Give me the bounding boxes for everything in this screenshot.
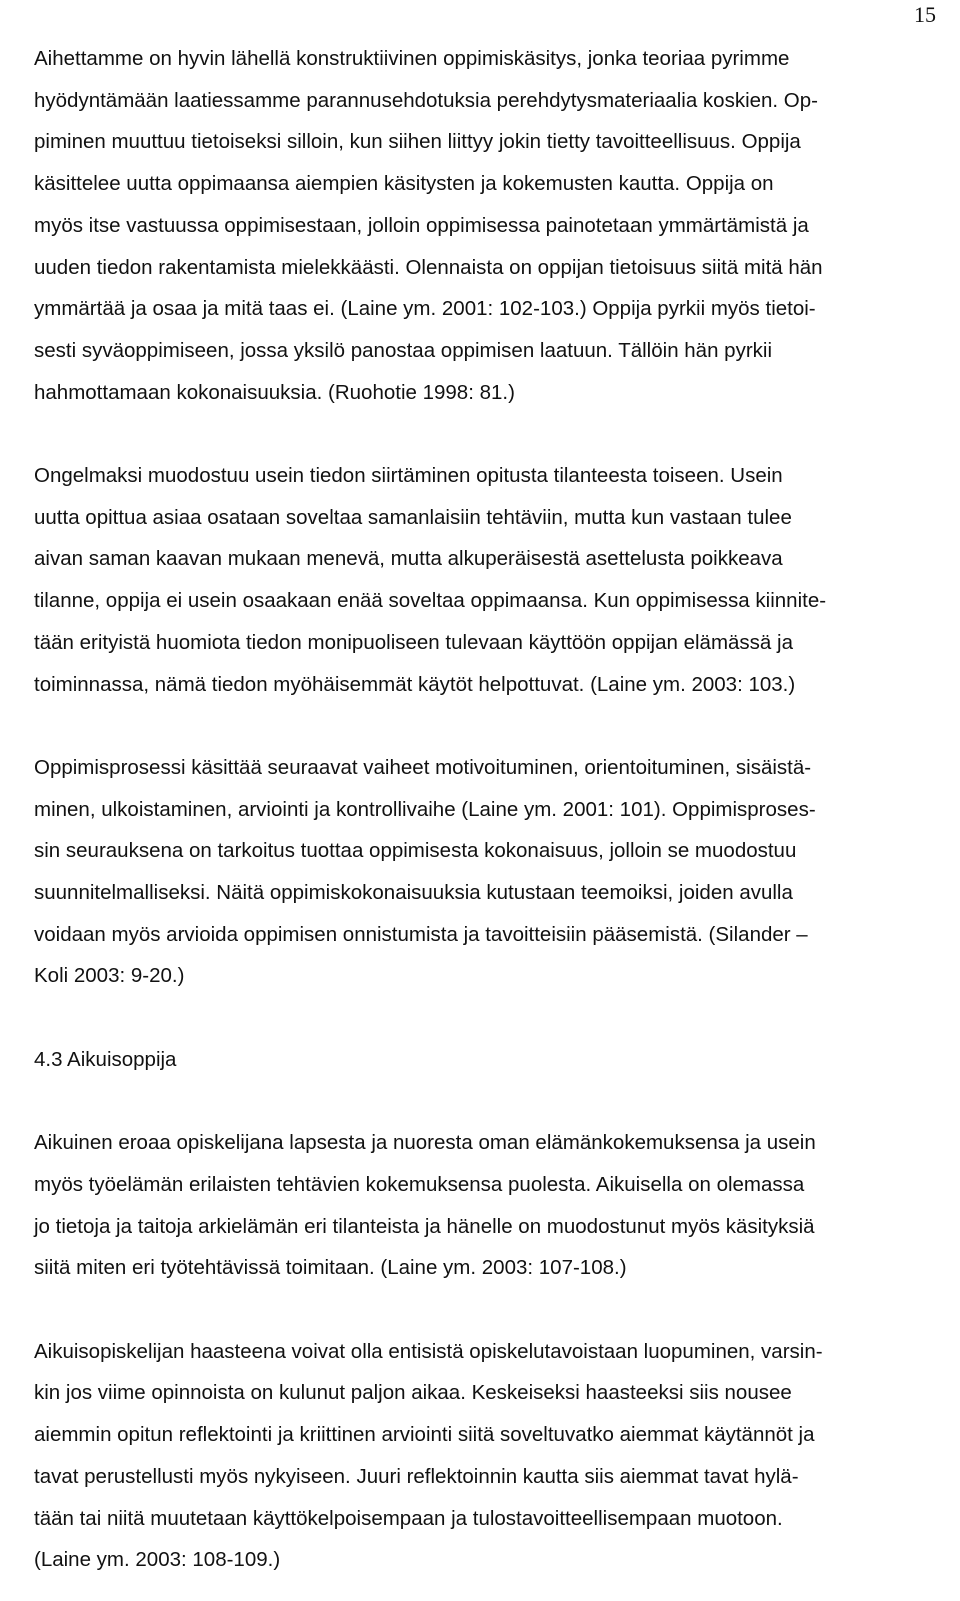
paragraph-gap	[34, 1289, 934, 1331]
paragraph	[34, 455, 934, 705]
text-line: myös itse vastuussa oppimisestaan, jolloin oppimisessa painotetaan ymmärtämistä ja	[34, 213, 809, 237]
text-line: käsittelee uutta oppimaansa aiempien käsitysten ja kokemusten kautta. Oppija on	[34, 172, 774, 196]
text-line: tilanne, oppija ei usein osaakaan enää soveltaa oppimaansa. Kun oppimisessa kiinnite-	[34, 589, 827, 613]
page-number: 15	[914, 2, 936, 27]
text-line: aiemmin opitun reflektointi ja kriittinen arviointi siitä soveltuvatko aiemmat käytännöt ja	[34, 1423, 815, 1447]
text-line: hahmottamaan kokonaisuuksia. (Ruohotie 1998: 81.)	[34, 380, 515, 404]
text-line: suunnitelmalliseksi. Näitä oppimiskokonaisuuksia kutustaan teemoiksi, joiden avulla	[34, 881, 793, 905]
text-line: ymmärtää ja osaa ja mitä taas ei. (Laine ym. 2001: 102-103.) Oppija pyrkii myös tietoi-	[34, 297, 816, 321]
text-line: minen, ulkoistaminen, arviointi ja kontrollivaihe (Laine ym. 2001: 101). Oppimisproses-	[34, 797, 816, 821]
text-line: kin jos viime opinnoista on kulunut paljon aikaa. Keskeiseksi haasteeksi siis nousee	[34, 1381, 792, 1405]
paragraph-gap	[34, 705, 934, 747]
text-line: Ongelmaksi muodostuu usein tiedon siirtäminen opitusta tilanteesta toiseen. Usein	[34, 464, 783, 488]
text-line: jo tietoja ja taitoja arkielämän eri tilanteista ja hänelle on muodostunut myös käsityksiä	[34, 1214, 815, 1238]
text-line: 4.3 Aikuisoppija	[34, 1047, 177, 1071]
text-line: tään erityistä huomiota tiedon monipuoliseen tulevaan käyttöön oppijan elämässä ja	[34, 630, 793, 654]
paragraph	[34, 747, 934, 997]
paragraph	[34, 38, 934, 413]
text-line: siitä miten eri työtehtävissä toimitaan. (Laine ym. 2003: 107-108.)	[34, 1256, 627, 1280]
paragraph-gap	[34, 997, 934, 1039]
text-line: Oppimisprosessi käsittää seuraavat vaiheet motivoituminen, orientoituminen, sisäistä-	[34, 755, 812, 779]
paragraph-gap	[34, 413, 934, 455]
text-line: Aikuinen eroaa opiskelijana lapsesta ja nuoresta oman elämänkokemuksensa ja usein	[34, 1131, 816, 1155]
text-line: aivan saman kaavan mukaan menevä, mutta alkuperäisestä asettelusta poikkeava	[34, 547, 783, 571]
text-line: piminen muuttuu tietoiseksi silloin, kun siihen liittyy jokin tietty tavoitteellisuus. Oppija	[34, 130, 801, 154]
text-line: hyödyntämään laatiessamme parannusehdotuksia perehdytysmateriaalia koskien. Op-	[34, 88, 818, 112]
text-line: myös työelämän erilaisten tehtävien kokemuksensa puolesta. Aikuisella on olemassa	[34, 1172, 805, 1196]
paragraph	[34, 1122, 934, 1289]
text-line: sin seurauksena on tarkoitus tuottaa oppimisesta kokonaisuus, jolloin se muodostuu	[34, 839, 797, 863]
paragraph	[34, 1331, 934, 1581]
text-line: Koli 2003: 9-20.)	[34, 964, 185, 988]
section-heading	[34, 1039, 934, 1081]
text-line: uutta opittua asiaa osataan soveltaa samanlaisiin tehtäviin, mutta kun vastaan tulee	[34, 505, 792, 529]
text-line: toiminnassa, nämä tiedon myöhäisemmät käytöt helpottuvat. (Laine ym. 2003: 103.)	[34, 672, 796, 696]
paragraph-gap	[34, 1081, 934, 1123]
text-line: uuden tiedon rakentamista mielekkäästi. Olennaista on oppijan tietoisuus siitä mitä hän	[34, 255, 823, 279]
text-line: Aihettamme on hyvin lähellä konstruktiivinen oppimiskäsitys, jonka teoriaa pyrimme	[34, 47, 790, 70]
text-line: voidaan myös arvioida oppimisen onnistumista ja tavoitteisiin pääsemistä. (Silander –	[34, 922, 808, 946]
text-line: sesti syväoppimiseen, jossa yksilö panostaa oppimisen laatuun. Tällöin hän pyrkii	[34, 338, 773, 362]
text-line: (Laine ym. 2003: 108-109.)	[34, 1548, 281, 1572]
text-line: tään tai niitä muutetaan käyttökelpoisempaan ja tulostavoitteellisempaan muotoon.	[34, 1506, 783, 1530]
text-line: tavat perustellusti myös nykyiseen. Juuri reflektoinnin kautta siis aiemmat tavat hylä-	[34, 1464, 799, 1488]
text-line: Aikuisopiskelijan haasteena voivat olla entisistä opiskelutavoistaan luopuminen, varsin-	[34, 1339, 823, 1363]
document-body	[34, 38, 934, 1581]
